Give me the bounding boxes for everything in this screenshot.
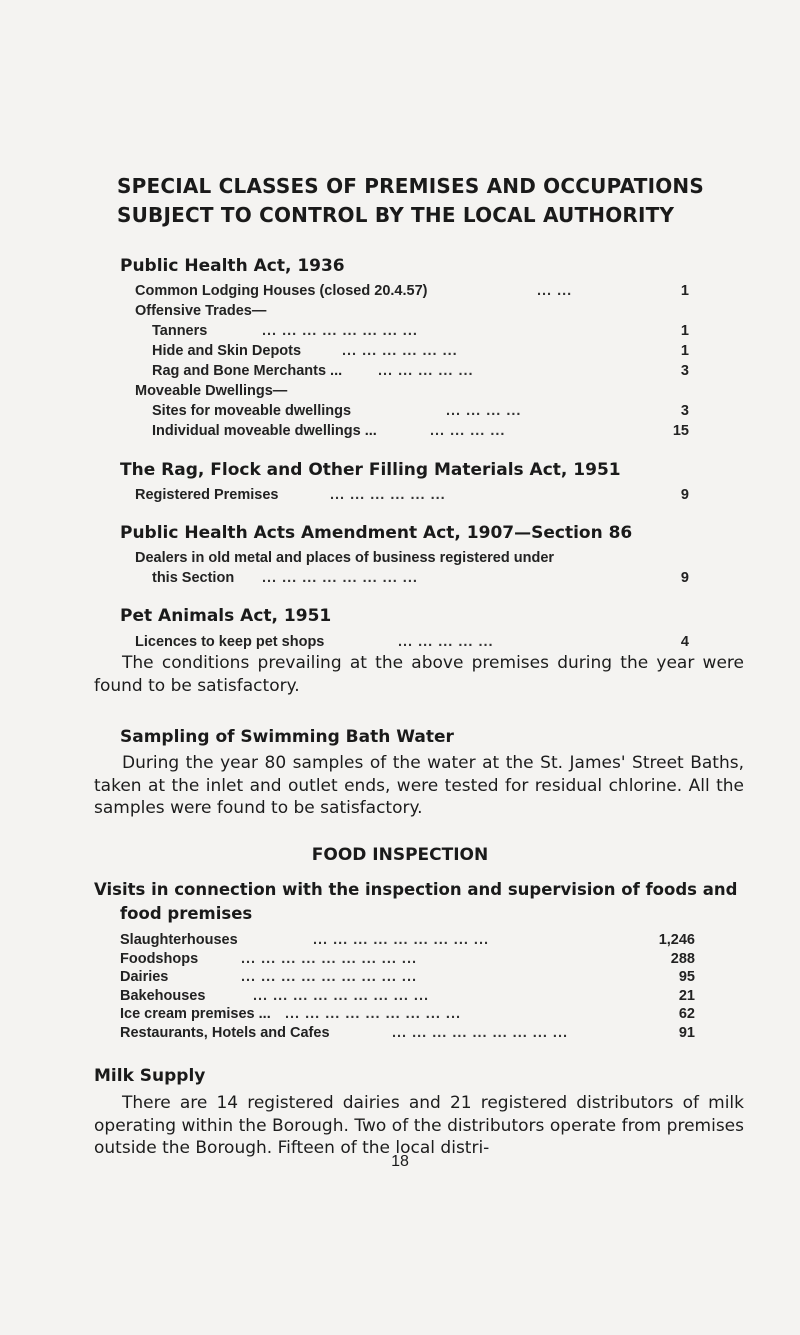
entry-row xyxy=(0,281,800,301)
page-title-line-2: SUBJECT TO CONTROL BY THE LOCAL AUTHORITY xyxy=(117,203,675,227)
leader-dots: ... ... ... ... ... xyxy=(378,363,474,379)
leader-dots: ... ... ... ... ... ... xyxy=(330,487,446,503)
food-subheading-line-1: Visits in connection with the inspection and supervision of foods and xyxy=(94,880,738,899)
food-visit-row xyxy=(0,1023,800,1043)
entry-value: 1 xyxy=(680,343,689,359)
food-subheading-line-2: food premises xyxy=(120,904,253,923)
paragraph-milk: There are 14 registered dairies and 21 registered distributors of milk operating within the Borough. Two of the distributors operate from premises outside the Borough. Fifteen of the local distri- xyxy=(94,1093,744,1158)
food-inspection-heading: FOOD INSPECTION xyxy=(311,845,489,865)
leader-dots: ... ... ... ... ... ... ... ... ... xyxy=(241,969,417,985)
section-heading-rag-flock: The Rag, Flock and Other Filling Materials Act, 1951 xyxy=(120,460,621,480)
section-heading-milk: Milk Supply xyxy=(94,1066,206,1086)
entry-row xyxy=(0,401,800,421)
entry-label: Licences to keep pet shops xyxy=(135,634,325,650)
food-visit-row xyxy=(0,949,800,969)
subheading-offensive-trades: Offensive Trades— xyxy=(135,303,267,319)
food-visit-label: Bakehouses xyxy=(120,987,206,1004)
entry-label: Sites for moveable dwellings xyxy=(152,403,352,419)
food-visit-row xyxy=(0,967,800,987)
subheading-moveable-dwellings: Moveable Dwellings— xyxy=(135,383,288,399)
entry-row xyxy=(0,568,800,588)
leader-dots: ... ... ... ... ... xyxy=(398,634,494,650)
food-visit-row xyxy=(0,930,800,950)
food-visit-row xyxy=(0,986,800,1006)
food-visit-count: 62 xyxy=(678,1006,695,1022)
food-visit-label: Foodshops xyxy=(120,950,199,967)
entry-row xyxy=(0,341,800,361)
food-visit-count: 1,246 xyxy=(658,932,695,948)
entry-text-line: Dealers in old metal and places of business registered under xyxy=(135,550,555,566)
entry-value: 9 xyxy=(680,570,689,586)
leader-dots: ... ... ... ... ... ... ... ... xyxy=(262,323,418,339)
section-heading-pha-1907: Public Health Acts Amendment Act, 1907—Section 86 xyxy=(120,523,633,543)
leader-dots: ... ... xyxy=(537,283,573,299)
entry-row xyxy=(0,421,800,441)
entry-value: 1 xyxy=(680,283,689,299)
leader-dots: ... ... ... ... ... ... ... ... ... xyxy=(392,1024,568,1041)
entry-label: Registered Premises xyxy=(135,487,279,503)
paragraph-swimming: During the year 80 samples of the water at the St. James' Street Baths, taken at the inlet and outlet ends, were tested for residual chlorine. All the samples were found to be satisfactory. xyxy=(94,753,744,818)
entry-label: this Section xyxy=(152,570,235,586)
entry-row xyxy=(0,321,800,341)
entry-row xyxy=(0,632,800,652)
entry-value: 15 xyxy=(672,423,689,439)
entry-row xyxy=(0,485,800,505)
leader-dots: ... ... ... ... ... ... ... ... ... xyxy=(253,987,429,1004)
food-visit-count: 95 xyxy=(678,969,695,985)
food-visit-count: 21 xyxy=(678,987,695,1004)
entry-value: 3 xyxy=(680,403,689,419)
entry-label: Individual moveable dwellings ... xyxy=(152,423,377,439)
entry-value: 4 xyxy=(680,634,689,650)
leader-dots: ... ... ... ... xyxy=(446,403,522,419)
page-title-line-1: SPECIAL CLASSES OF PREMISES AND OCCUPATIONS xyxy=(117,174,704,198)
food-visit-count: 288 xyxy=(670,950,695,967)
leader-dots: ... ... ... ... ... ... xyxy=(342,343,458,359)
leader-dots: ... ... ... ... ... ... ... ... xyxy=(262,570,418,586)
page-number: 18 xyxy=(391,1153,409,1170)
entry-value: 1 xyxy=(680,323,689,339)
food-visit-label: Ice cream premises ... xyxy=(120,1006,271,1022)
leader-dots: ... ... ... ... ... ... ... ... ... xyxy=(285,1006,461,1022)
entry-row xyxy=(0,361,800,381)
entry-label: Rag and Bone Merchants ... xyxy=(152,363,343,379)
entry-label: Hide and Skin Depots xyxy=(152,343,302,359)
paragraph-pet-conditions: The conditions prevailing at the above premises during the year were found to be satisfactory. xyxy=(94,653,744,696)
food-visit-label: Slaughterhouses xyxy=(120,932,238,948)
leader-dots: ... ... ... ... ... ... ... ... ... xyxy=(241,950,417,967)
leader-dots: ... ... ... ... ... ... ... ... ... xyxy=(313,932,489,948)
section-heading-pha-1936: Public Health Act, 1936 xyxy=(120,256,345,276)
entry-label: Tanners xyxy=(152,323,208,339)
section-heading-swimming: Sampling of Swimming Bath Water xyxy=(120,727,454,747)
entry-value: 9 xyxy=(680,487,689,503)
food-visit-label: Dairies xyxy=(120,969,169,985)
food-visit-count: 91 xyxy=(678,1024,695,1041)
section-heading-pet-animals: Pet Animals Act, 1951 xyxy=(120,606,332,626)
leader-dots: ... ... ... ... xyxy=(430,423,506,439)
food-visit-label: Restaurants, Hotels and Cafes xyxy=(120,1024,330,1041)
entry-value: 3 xyxy=(680,363,689,379)
food-visit-row xyxy=(0,1004,800,1024)
entry-label: Common Lodging Houses (closed 20.4.57) xyxy=(135,283,428,299)
